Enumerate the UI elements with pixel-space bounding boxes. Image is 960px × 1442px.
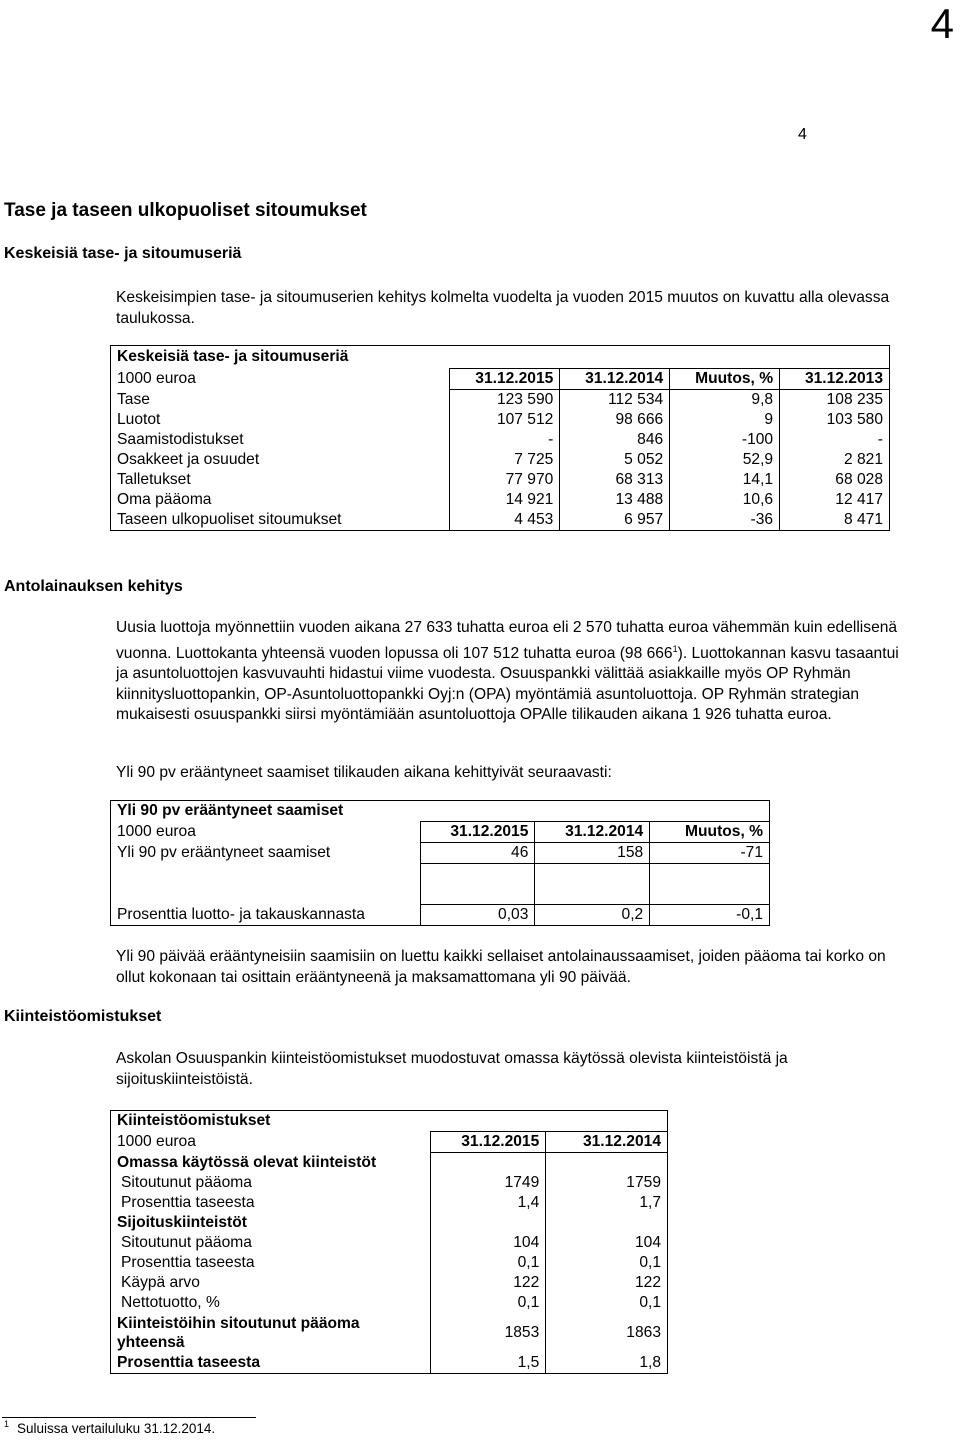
property-table: [110, 1110, 668, 1374]
row-label: Sitoutunut pääoma: [121, 1234, 252, 1251]
balance-table-title: Keskeisiä tase- ja sitoumuseriä: [117, 348, 349, 365]
footnote-divider: [2, 1417, 256, 1418]
col-header: Muutos, %: [650, 822, 770, 843]
cell: 68 028: [780, 470, 890, 490]
section-title: Tase ja taseen ulkopuoliset sitoumukset: [4, 200, 367, 221]
table-row: [111, 510, 890, 531]
table-row: [111, 843, 770, 864]
row-label: Prosenttia luotto- ja takauskannasta: [117, 905, 365, 923]
property-table-title: Kiinteistöomistukset: [117, 1112, 271, 1129]
cell: -100: [670, 430, 780, 450]
lending-paragraph: Uusia luottoja myönnettiin vuoden aikana 27 633 tuhatta euroa eli 2 570 tuhatta euroa vähemmän kuin edellisenä vuonna. Luottokanta yhteensä vuoden lopussa oli 107 512 tuhatta euroa (98 666$^1$). Luottokannan kasvu tasaantui ja asuntoluottojen kasvuvauhti hidastui viime vuodesta. Osuuspankki välittää asiakkaille myös OP Ryhmän kiinnitysluottopankin, OP-Asuntoluottopankki Oyj:n (OPA) myöntämiä asuntoluottoja. OP Ryhmän strategian mukaisesti osuuspankki siirsi myöntämiään asuntoluottoja OPAlle tilikauden aikana 1 926 tuhatta euroa.: [116, 619, 899, 724]
group-label: Omassa käytössä olevat kiinteistöt: [117, 1153, 377, 1171]
row-label: Nettotuotto, %: [121, 1294, 220, 1311]
cell: 1759: [546, 1173, 668, 1193]
page-number: 4: [798, 126, 807, 143]
cell: 122: [430, 1273, 546, 1293]
cell: 52,9: [670, 450, 780, 470]
overdue-intro: Yli 90 pv erääntyneet saamiset tilikauden aikana kehittyivät seuraavasti:: [116, 764, 612, 781]
footnote-ref: 1: [672, 643, 678, 654]
cell: 14 921: [450, 490, 560, 510]
col-header: 31.12.2014: [546, 1132, 668, 1153]
cell: 158: [535, 843, 650, 864]
row-label: Talletukset: [117, 471, 191, 488]
col-header: 31.12.2015: [450, 369, 560, 390]
table-row: [111, 470, 890, 490]
table-row: [111, 1313, 668, 1353]
row-label: Prosenttia taseesta: [121, 1194, 255, 1211]
cell: 107 512: [450, 410, 560, 430]
cell: 6 957: [560, 510, 670, 531]
cell: 10,6: [670, 490, 780, 510]
row-label: Käypä arvo: [121, 1274, 200, 1291]
cell: 1853: [430, 1313, 546, 1353]
cell: 1,8: [546, 1353, 668, 1374]
cell: 0,1: [546, 1253, 668, 1273]
cell: -: [450, 430, 560, 450]
unit-label: 1000 euroa: [117, 1133, 196, 1150]
footnote: [4, 1421, 215, 1436]
col-header: 31.12.2015: [420, 822, 535, 843]
row-label: Luotot: [117, 411, 161, 428]
row-label: Prosenttia taseesta: [121, 1254, 255, 1271]
row-label: Taseen ulkopuoliset sitoumukset: [117, 511, 342, 528]
overdue-table: [110, 800, 770, 926]
row-label: Tase: [117, 390, 150, 408]
page-number-large: 4: [930, 0, 954, 47]
table-row: [111, 1193, 668, 1213]
cell: 13 488: [560, 490, 670, 510]
cell: -: [780, 430, 890, 450]
cell: 8 471: [780, 510, 890, 531]
footnote-mark: 1: [4, 1419, 10, 1429]
col-header: Muutos, %: [670, 369, 780, 390]
table-row: [111, 1353, 668, 1374]
overdue-definition: Yli 90 päivää erääntyneisiin saamisiin on luettu kaikki sellaiset antolainaussaamiset, joiden pääoma tai korko on ollut kokonaan tai osittain erääntyneenä ja maksamattomana yli 90 päivää.: [116, 948, 886, 986]
cell: 0,03: [420, 905, 535, 926]
cell: 1,4: [430, 1193, 546, 1213]
lending-heading: Antolainauksen kehitys: [4, 578, 183, 595]
table-row: [111, 1173, 668, 1193]
cell: 68 313: [560, 470, 670, 490]
table-row: [111, 390, 890, 411]
table-row: [111, 410, 890, 430]
cell: 1749: [430, 1173, 546, 1193]
table-row: [111, 490, 890, 510]
cell: 12 417: [780, 490, 890, 510]
cell: 98 666: [560, 410, 670, 430]
cell: 9,8: [670, 390, 780, 411]
cell: 5 052: [560, 450, 670, 470]
cell: -0,1: [650, 905, 770, 926]
col-header: 31.12.2014: [535, 822, 650, 843]
cell: 14,1: [670, 470, 780, 490]
table-row: [111, 430, 890, 450]
cell: 123 590: [450, 390, 560, 411]
table-row: [111, 450, 890, 470]
row-label: Kiinteistöihin sitoutunut pääoma yhteensä: [117, 1315, 360, 1351]
property-heading: Kiinteistöomistukset: [4, 1008, 162, 1025]
property-paragraph: Askolan Osuuspankin kiinteistöomistukset muodostuvat omassa käytössä olevista kiinteistöistä ja sijoituskiinteistöistä.: [116, 1050, 788, 1088]
col-header: 31.12.2014: [560, 369, 670, 390]
unit-label: 1000 euroa: [117, 370, 196, 387]
table-row: [111, 1233, 668, 1253]
intro-paragraph: Keskeisimpien tase- ja sitoumuserien kehitys kolmelta vuodelta ja vuoden 2015 muutos on kuvattu alla olevassa taulukossa.: [116, 289, 890, 327]
cell: 1,5: [430, 1353, 546, 1374]
cell: 1,7: [546, 1193, 668, 1213]
cell: 103 580: [780, 410, 890, 430]
cell: 4 453: [450, 510, 560, 531]
table-row: [111, 1273, 668, 1293]
table-row: [111, 905, 770, 926]
balance-table: [110, 345, 890, 531]
cell: 1863: [546, 1313, 668, 1353]
section-subtitle: Keskeisiä tase- ja sitoumuseriä: [4, 245, 242, 262]
unit-label: 1000 euroa: [117, 823, 196, 840]
row-label: Sitoutunut pääoma: [121, 1174, 252, 1191]
cell: 7 725: [450, 450, 560, 470]
cell: 0,1: [430, 1293, 546, 1313]
overdue-table-title: Yli 90 pv erääntyneet saamiset: [117, 802, 344, 819]
cell: 104: [546, 1233, 668, 1253]
footnote-text: Suluissa vertailuluku 31.12.2014.: [17, 1421, 216, 1436]
cell: -71: [650, 843, 770, 864]
cell: -36: [670, 510, 780, 531]
row-label: Saamistodistukset: [117, 431, 244, 448]
table-row: [111, 1253, 668, 1273]
row-label: Prosenttia taseesta: [117, 1354, 261, 1371]
cell: 2 821: [780, 450, 890, 470]
cell: 0,1: [546, 1293, 668, 1313]
table-row: [111, 1293, 668, 1313]
cell: 9: [670, 410, 780, 430]
cell: 77 970: [450, 470, 560, 490]
row-label: Yli 90 pv erääntyneet saamiset: [117, 844, 331, 861]
row-label: Oma pääoma: [117, 491, 212, 508]
row-label: Osakkeet ja osuudet: [117, 451, 260, 468]
cell: 112 534: [560, 390, 670, 411]
cell: 0,1: [430, 1253, 546, 1273]
cell: 46: [420, 843, 535, 864]
group-label: Sijoituskiinteistöt: [117, 1214, 247, 1231]
cell: 0,2: [535, 905, 650, 926]
col-header: 31.12.2013: [780, 369, 890, 390]
cell: 108 235: [780, 390, 890, 411]
cell: 122: [546, 1273, 668, 1293]
cell: 846: [560, 430, 670, 450]
cell: 104: [430, 1233, 546, 1253]
col-header: 31.12.2015: [430, 1132, 546, 1153]
